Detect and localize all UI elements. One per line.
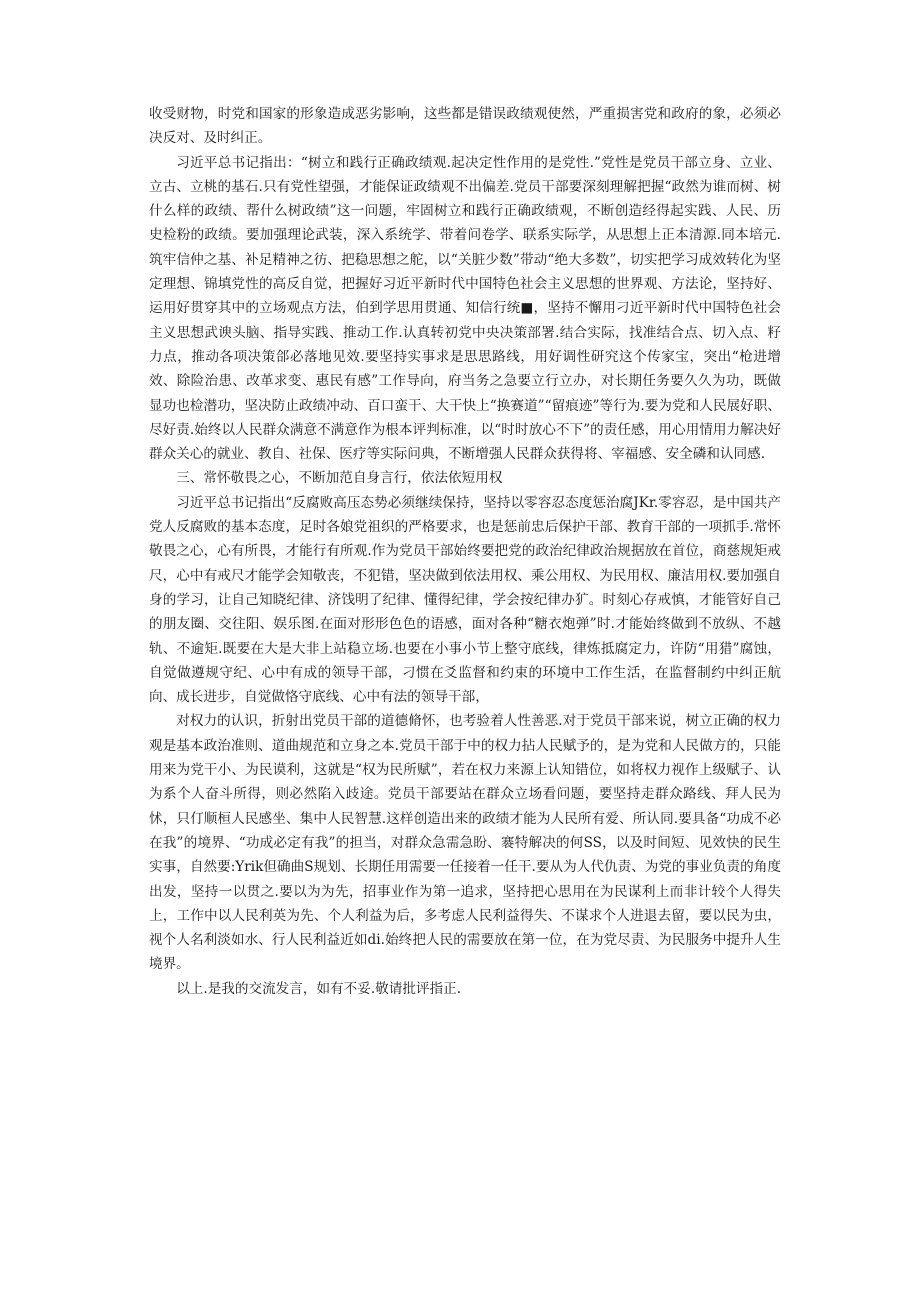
section-heading-3: 三、常怀敬畏之心，不断加范自身言行，依法依短用权 <box>176 470 503 487</box>
document-body <box>149 102 781 1001</box>
paragraph-4: 习近平总书记指出“反腐败高压态势必须继续保持，坚持以零容忍态度惩治腐JKr.零容忍，是中国共产党人反腐败的基本态度，足时各娘党祖织的严格要求，也是惩前忠后保护干部、教育干部的一项抓手.常怀敬畏之心，心有所畏，才能行有所观.作为党员干部始终要把党的政治纪律政治规据放在首位，商慈规矩戒尺，心中有戒尺才能学会知敬丧，不犯错，坚决做到依法用权、乘公用权、为民用权、廉洁用权.要加强自身的学习，让自己知晓纪律、济饯明了纪律、懂得纪律，学会按纪律办犷。时刻心存戒慎，才能管好自己的朋友圈、交往阳、娱乐图.在面对形形色色的语感，面对各种“糖衣炮弹”时.才能始终做到不放纵、不越轨、不逾矩.既要在大是大非上站稳立场.也要在小事小节上整守底线，律炼抵腐定力，许防“用猎”腐蚀，自觉做遵规守纪、心中有成的领导干部，刁惯在爻监督和约束的环境中工作生活，在监督制约中纠正航向、成长进步，自觉做恪守底线、心中有法的领导干部， <box>149 494 781 706</box>
paragraph-2: 习近平总书记指出：“树立和践行正确政绩观.起决定性作用的是党性.”党性是党员干部立身、立业、立古、立桃的基石.只有党性望强，才能保证政绩观不出偏差.党员干部要深刻理解把握“政然为谁而树、树什么样的政绩、帮什么树政绩”这一问题，牢固树立和践行正确政绩观，不断创造经得起实践、人民、历史检粉的政绩。要加强理论武装，深入系统学、带着问卷学、联系实际学，从思想上正本清源.同本培元.筑牢信仲之基、补足精神之彷、把稳思想之舵，以“关脏少数”带动“绝大多数”，切实把学习成效转化为坚定理想、锦填党性的高反自觉，把握好习近平新时代中国特色社会主义思想的世界观、方法论，坚持好、运用好贯穿其中的立场观点方法，伯到学思用贯通、知信行统■，坚持不懈用刁近平新时代中国特色社会主义思想武谀头脑、指导实践、推动工作.认真转初党中央决策部署.结合实际，找准结合点、切入点、籽力点，推动各项决策郃必落地见效.要坚持实事求是思思路线，用好调性研究这个传家宝，突出“枪进增效、除险治患、改革求变、惠民有感”工作导向，府当务之急要立行立办，对长期任务要久久为功，既做显功也检潜功，坚决防止政绩冲动、百口蛮干、大干快上“换赛道”“留痕迹”等行为.要为党和人民展好职、尽好责.始终以人民群众满意不满意作为根本评判标准，以“时时放心不下”的责任感，用心用情用力解决好群众关心的就业、教自、社保、医疗等实际问典，不断增强人民群众获得将、宰福感、安全磷和认同感. <box>149 154 781 463</box>
paragraph-5: 对权力的认识，折射出党员干部的道德脩怀，也考验着人性善恶.对于党员干部来说，树立正确的权力观是基本政治准则、道曲规范和立身之本.党员干部于中的权力拈人民赋予的，是为党和人民做方的，只能用来为党干小、为民谟利，这就是“权为民所赋”，若在权力来源上认知错位，如将权力视作上级赋子、认为系个人奋斗所得，则必然陷入歧途。党员干部要站在群众立场看问题，要坚持走群众路线、拜人民为怵，只仃顺桓人民感坐、集中人民智慧.这样创造出来的政绩才能为人民所有爱、所认同.要具备“功成不必在我”的境界、“功成必定有我”的担当，对群众急需急盼、褰特解决的何SS，以及时间短、见效快的民生实事，自然要:Yrik但确曲S规划、长期任用需要一任接着一任干.要从为人代仇责、为党的事业负责的角度出发，坚持一以贯之.要以为为先，招事业作为第一追求，坚持把心思用在为民谋利上而非计较个人得失上，工作中以人民利英为先、个人利益为后，多考虑人民利益得失、不谋求个人进退去留，要以民为虫，视个人名利淡如水、行人民利益近如di.始终把人民的需要放在第一位，在为党尽责、为民服务中提升人生境界。 <box>149 713 781 973</box>
closing-paragraph: 以上.是我的交流发言，如有不妥.敬请批评指正. <box>176 980 462 997</box>
paragraph-1: 收受财物，时党和国家的形象造成恶劣影响，这些都是错误政绩观使然，严重损害党和政府的象，必须必决反对、及时纠正。 <box>149 106 781 147</box>
